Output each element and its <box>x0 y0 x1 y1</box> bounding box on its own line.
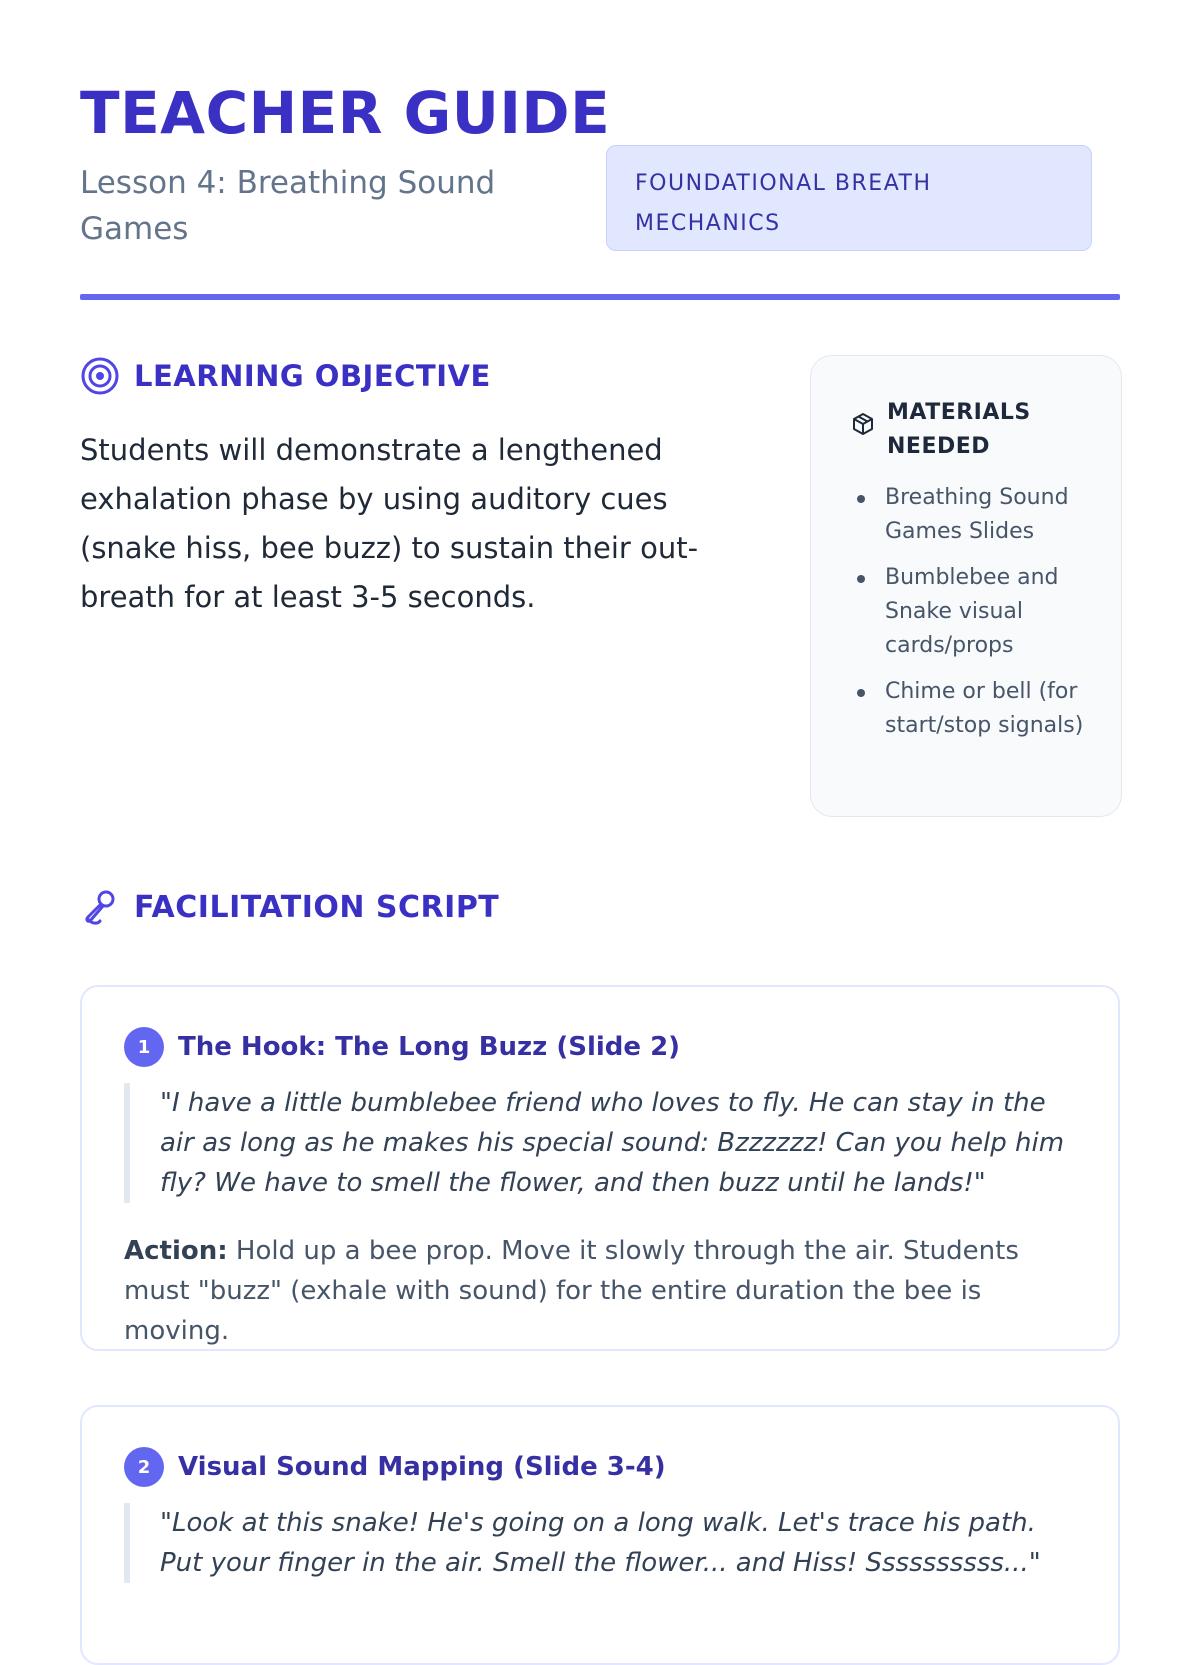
package-icon <box>851 412 875 436</box>
materials-item: Chime or bell (for start/stop signals) <box>857 675 1105 743</box>
unit-badge: FOUNDATIONAL BREATH MECHANICS <box>606 145 1092 251</box>
step-action-label: Action: <box>124 1236 228 1266</box>
materials-heading-label: MATERIALS NEEDED <box>887 400 1031 459</box>
step-title: Visual Sound Mapping (Slide 3-4) <box>178 1452 666 1482</box>
objective-text: Students will demonstrate a lengthened exhalation phase by using auditory cues (snake hiss, bee buzz) to sustain their out-breath for at least 3-5 seconds. <box>80 433 699 614</box>
objective-heading <box>80 356 491 396</box>
materials-item: Bumblebee and Snake visual cards/props <box>857 561 1105 663</box>
step-title: The Hook: The Long Buzz (Slide 2) <box>178 1032 681 1062</box>
script-step-card <box>80 1405 1120 1665</box>
step-action <box>124 1231 1084 1351</box>
script-step-card <box>80 985 1120 1351</box>
header-divider <box>80 294 1120 300</box>
step-number-badge: 2 <box>124 1447 164 1487</box>
script-heading-label: FACILITATION SCRIPT <box>134 889 500 925</box>
page-title: TEACHER GUIDE <box>80 79 611 147</box>
step-quote: "I have a little bumblebee friend who loves to fly. He can stay in the air as long as he makes his special sound: Bzzzzzz! Can you help him fly? We have to smell the flower, and then buzz until he lands!" <box>124 1083 1074 1203</box>
materials-card <box>810 355 1122 817</box>
script-heading <box>80 887 499 927</box>
objective-heading-label: LEARNING OBJECTIVE <box>134 359 491 393</box>
target-icon <box>80 356 120 396</box>
lesson-subtitle: Lesson 4: Breathing Sound Games <box>80 165 496 247</box>
materials-heading <box>851 396 1047 464</box>
step-quote: "Look at this snake! He's going on a long walk. Let's trace his path. Put your finger in the air. Smell the flower... and Hiss! Ssssssssss..." <box>124 1503 1074 1583</box>
step-action-text: Hold up a bee prop. Move it slowly through the air. Students must "buzz" (exhale with sound) for the entire duration the bee is moving. <box>124 1236 1019 1346</box>
materials-item: Breathing Sound Games Slides <box>857 481 1105 549</box>
microphone-icon <box>80 887 120 927</box>
step-title-row <box>124 1027 680 1067</box>
step-title-row <box>124 1447 666 1487</box>
materials-list <box>857 481 1105 755</box>
step-number-badge: 1 <box>124 1027 164 1067</box>
